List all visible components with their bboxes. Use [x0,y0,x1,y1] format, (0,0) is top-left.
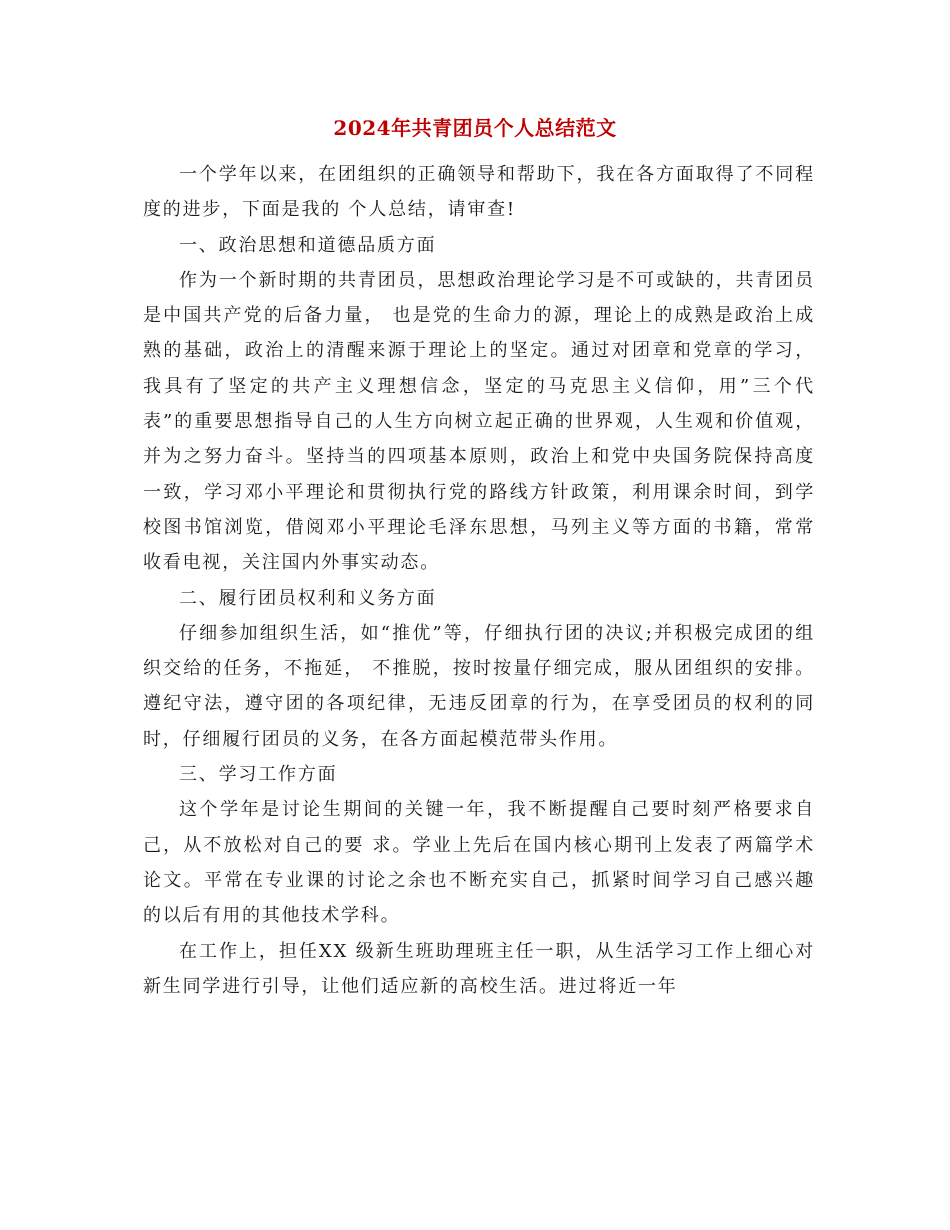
paragraph-study: 这个学年是讨论生期间的关键一年，我不断提醒自己要时刻严格要求自己，从不放松对自己的要 求。学业上先后在国内核心期刊上发表了两篇学术论文。平常在专业课的讨论之余也不断充实自己，抓紧时间学习自己感兴趣的以后有用的其他技术学科。 [143,799,815,927]
section-heading-political: 一、政治思想和道德品质方面 [179,234,437,256]
document-body [143,157,815,1004]
section-heading-study-work: 三、学习工作方面 [179,764,338,786]
paragraph-rights: 仔细参加组织生活，如“推优”等，仔细执行团的决议;并积极完成团的组织交给的任务，不拖延， 不推脱，按时按量仔细完成，服从团组织的安排。遵纪守法，遵守团的各项纪律，无违反团章的行为，在享受团员的权利的同时，仔细履行团员的义务，在各方面起模范带头作用。 [143,622,815,750]
paragraph-intro: 一个学年以来，在团组织的正确领导和帮助下，我在各方面取得了不同程度的进步，下面是我的 个人总结，请审查! [143,164,815,221]
section-heading-rights: 二、履行团员权利和义务方面 [179,587,437,609]
document-title: 2024年共青团员个人总结范文 [333,116,617,140]
paragraph-work: 在工作上，担任XX 级新生班助理班主任一职，从生活学习工作上细心对新生同学进行引导，让他们适应新的高校生活。进过将近一年 [143,940,815,997]
paragraph-political: 作为一个新时期的共青团员，思想政治理论学习是不可或缺的，共青团员是中国共产党的后备力量， 也是党的生命力的源，理论上的成熟是政治上成熟的基础，政治上的清醒来源于理论上的坚定。通过对团章和党章的学习，我具有了坚定的共产主义理想信念，坚定的马克思主义信仰，用”三个代表”的重要思想指导自己的人生方向树立起正确的世界观，人生观和价值观，并为之努力奋斗。坚持当的四项基本原则，政治上和党中央国务院保持高度一致，学习邓小平理论和贯彻执行党的路线方针政策，利用课余时间，到学校图书馆浏览，借阅邓小平理论毛泽东思想，马列主义等方面的书籍，常常收看电视，关注国内外事实动态。 [143,269,815,574]
